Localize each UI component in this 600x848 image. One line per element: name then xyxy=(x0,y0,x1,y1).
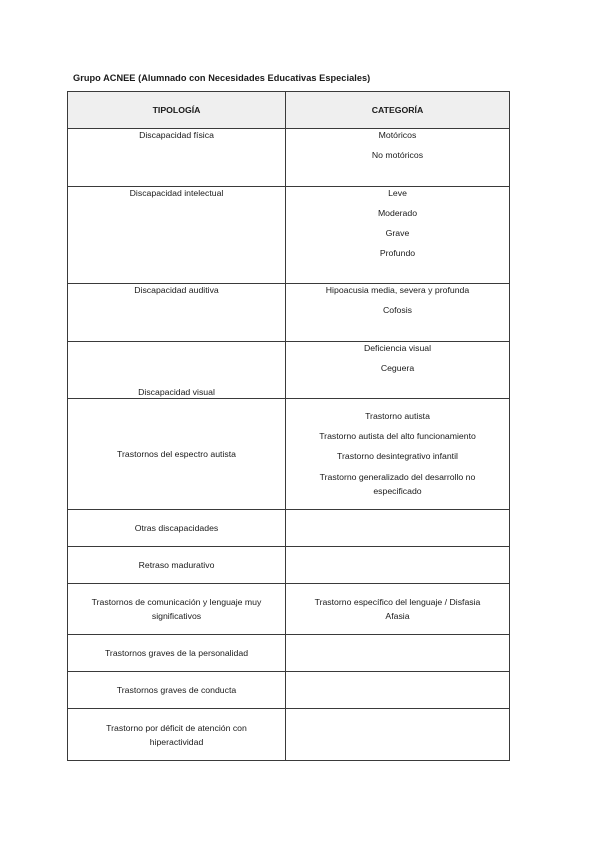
categoria-cell xyxy=(286,635,510,672)
categoria-item: Motóricos xyxy=(378,130,417,140)
tipologia-text: Discapacidad intelectual xyxy=(129,188,224,198)
categoria-cell xyxy=(286,584,510,635)
categoria-item: Trastorno generalizado del desarrollo no especificado xyxy=(319,472,476,496)
categoria-item: Leve xyxy=(388,188,407,198)
tipologia-cell xyxy=(68,284,286,342)
table-row xyxy=(68,635,510,672)
table-row xyxy=(68,284,510,342)
categoria-item: Ceguera xyxy=(380,363,415,373)
categoria-cell xyxy=(286,547,510,584)
header-tipologia: TIPOLOGÍA xyxy=(68,92,286,129)
acnee-table xyxy=(67,91,510,761)
table-row xyxy=(68,129,510,187)
tipologia-text: Trastornos de comunicación y lenguaje muy significativos xyxy=(91,597,262,621)
table-row xyxy=(68,399,510,510)
categoria-cell xyxy=(286,709,510,761)
table-row xyxy=(68,187,510,284)
table-row xyxy=(68,672,510,709)
categoria-cell xyxy=(286,510,510,547)
tipologia-text: Trastorno por déficit de atención con hiperactividad xyxy=(106,722,247,747)
categoria-cell xyxy=(286,187,510,284)
header-categoria: CATEGORÍA xyxy=(286,92,510,129)
categoria-item: No motóricos xyxy=(371,150,424,160)
categoria-item: Trastorno específico del lenguaje / Disfasia xyxy=(314,597,481,607)
categoria-item: Hipoacusia media, severa y profunda xyxy=(325,285,470,295)
tipologia-text: Otras discapacidades xyxy=(134,523,219,533)
tipologia-text: Discapacidad física xyxy=(139,130,214,140)
categoria-cell xyxy=(286,672,510,709)
tipologia-cell xyxy=(68,635,286,672)
table-row xyxy=(68,547,510,584)
tipologia-text: Retraso madurativo xyxy=(138,560,215,570)
tipologia-text: Trastornos del espectro autista xyxy=(117,449,236,459)
categoria-item: Cofosis xyxy=(383,305,412,315)
tipologia-cell xyxy=(68,342,286,399)
page-title: Grupo ACNEE (Alumnado con Necesidades Educativas Especiales) xyxy=(73,73,371,83)
table-row xyxy=(68,584,510,635)
table-row xyxy=(68,510,510,547)
tipologia-cell xyxy=(68,547,286,584)
categoria-item: Moderado xyxy=(377,208,418,218)
tipologia-cell xyxy=(68,510,286,547)
table-row xyxy=(68,709,510,761)
categoria-cell xyxy=(286,284,510,342)
tipologia-cell xyxy=(68,129,286,187)
categoria-item: Afasia xyxy=(385,611,410,621)
categoria-item: Trastorno autista del alto funcionamiento xyxy=(319,431,476,441)
table-header-row xyxy=(68,92,510,129)
tipologia-cell xyxy=(68,399,286,510)
tipologia-text: Discapacidad visual xyxy=(138,387,215,397)
categoria-cell xyxy=(286,399,510,510)
categoria-item: Trastorno autista xyxy=(365,411,430,421)
table-row xyxy=(68,342,510,399)
categoria-cell xyxy=(286,129,510,187)
categoria-cell xyxy=(286,342,510,399)
categoria-item: Trastorno desintegrativo infantil xyxy=(337,451,458,461)
tipologia-text: Trastornos graves de la personalidad xyxy=(104,648,249,658)
categoria-item: Grave xyxy=(385,228,410,238)
tipologia-text: Trastornos graves de conducta xyxy=(116,685,237,695)
tipologia-cell xyxy=(68,709,286,761)
tipologia-cell xyxy=(68,672,286,709)
tipologia-text: Discapacidad auditiva xyxy=(134,285,219,295)
tipologia-cell xyxy=(68,187,286,284)
categoria-item: Profundo xyxy=(379,248,416,258)
categoria-item: Deficiencia visual xyxy=(363,343,432,353)
tipologia-cell xyxy=(68,584,286,635)
